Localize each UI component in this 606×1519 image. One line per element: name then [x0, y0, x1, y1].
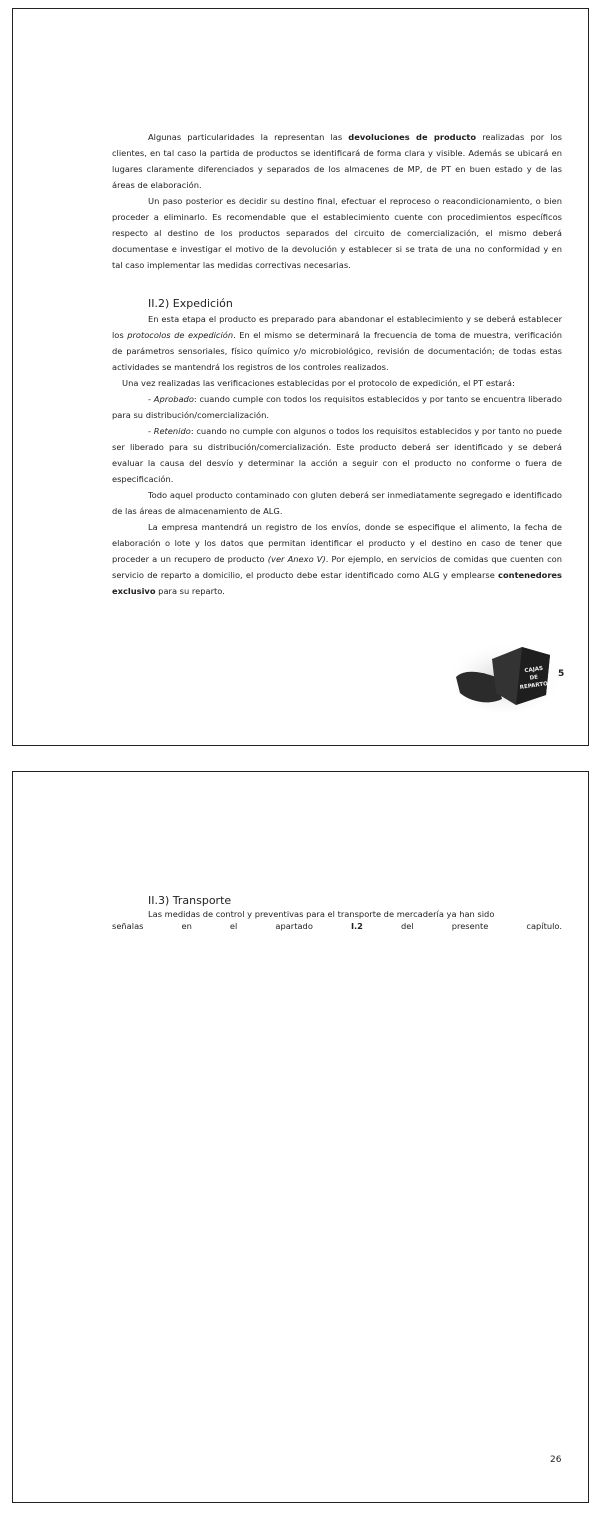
text-run: Algunas particularidades la representan las [148, 132, 349, 142]
word: capítulo. [526, 921, 562, 931]
page-1-content [112, 129, 562, 599]
box-label-line-2: DE [529, 674, 539, 682]
italic-text: Retenido [153, 426, 191, 436]
paragraph-transporte-line-2 [112, 920, 562, 932]
bold-text: contenedores exclusivo [112, 570, 562, 596]
text-run: realizadas por los clientes, en tal caso la partida de productos se identificará de forma clara y visible. Además se ubicará en lugares claramente diferenciados y separados de los almacenes de MP, de PT en buen estado y de las áreas de elaboración. [112, 132, 562, 190]
paragraph-registro-envios [112, 519, 562, 599]
italic-text: protocolos de expedición [127, 330, 234, 340]
word: del [400, 921, 414, 931]
bold-reference: I.2 [350, 921, 363, 931]
delivery-box-illustration [450, 633, 560, 713]
text-run: - [148, 394, 154, 404]
document-page-2 [12, 771, 589, 1503]
paragraph-destino: Un paso posterior es decidir su destino final, efectuar el reproceso o reacondicionamiento, o bien proceder a eliminarlo. Es recomendable que el establecimiento cuente con procedimientos específicos respecto al destino de los productos separados del circuito de comercialización, el mismo deberá documentase e investigar el motivo de la devolución y establecer si se trata de una no conformidad y en tal caso implementar las medidas correctivas necesarias. [112, 196, 562, 270]
word: en [181, 921, 192, 931]
section-heading-transporte: II.3) Transporte [148, 894, 232, 907]
section-heading-expedicion: II.2) Expedición [148, 297, 233, 310]
italic-text: (ver Anexo V) [267, 554, 326, 564]
paragraph-expedicion [112, 311, 562, 375]
text-run: En esta etapa el producto es preparado para abandonar el establecimiento y se deberá establecer los [112, 314, 562, 340]
text-run: para su reparto. [155, 586, 225, 596]
text-run: . Por ejemplo, en servicios de comidas que cuenten con servicio de reparto a domicilio, el producto debe estar identificado como ALG y emplearse [112, 554, 563, 580]
page-2-content [112, 894, 562, 932]
text-run: : cuando no cumple con algunos o todos los requisitos establecidos y por tanto no puede ser liberado para su distribución/comercialización. Este producto deberá ser identificado y se deberá evaluar la causa del desvío y determinar la acción a seguir con el producto no conforme o fuera de especificación. [112, 426, 562, 484]
box-label-line-1: CAJAS [524, 665, 544, 675]
box-label-line-3: REPARTO [519, 681, 549, 691]
paragraph-devoluciones [112, 129, 562, 193]
italic-text: Aprobado [153, 394, 194, 404]
paragraph-retenido [112, 423, 562, 487]
word: apartado [275, 921, 313, 931]
paragraph-verificaciones: Una vez realizadas las verificaciones establecidas por el protocolo de expedición, el PT estará: [122, 378, 515, 388]
text-run: . En el mismo se determinará la frecuencia de toma de muestra, verificación de parámetros sensoriales, físico químico y/o microbiológico, revisión de documentación; de todas estas actividades se mantendrá los registros de los controles realizados. [112, 330, 563, 372]
bold-text: devoluciones de producto [348, 132, 477, 142]
word: el [229, 921, 238, 931]
paragraph-aprobado [112, 391, 562, 423]
text-run: La empresa mantendrá un registro de los envíos, donde se especifique el alimento, la fecha de elaboración o lote y los datos que permitan identificar el producto y el destino en caso de tener que proceder a un recupero de producto [112, 522, 562, 564]
text-run: - [148, 426, 154, 436]
paragraph-gluten: Todo aquel producto contaminado con gluten deberá ser inmediatamente segregado e identificado de las áreas de almacenamiento de ALG. [112, 490, 562, 516]
page-number: 26 [550, 1455, 562, 1465]
document-page-1 [12, 8, 589, 746]
page-number: 5 [558, 669, 565, 679]
word: señalas [112, 921, 144, 931]
word: presente [451, 921, 489, 931]
text-run: : cuando cumple con todos los requisitos establecidos y por tanto se encuentra liberado para su distribución/comercialización. [112, 394, 562, 420]
paragraph-transporte: Las medidas de control y preventivas para el transporte de mercadería ya han sido [148, 909, 495, 919]
